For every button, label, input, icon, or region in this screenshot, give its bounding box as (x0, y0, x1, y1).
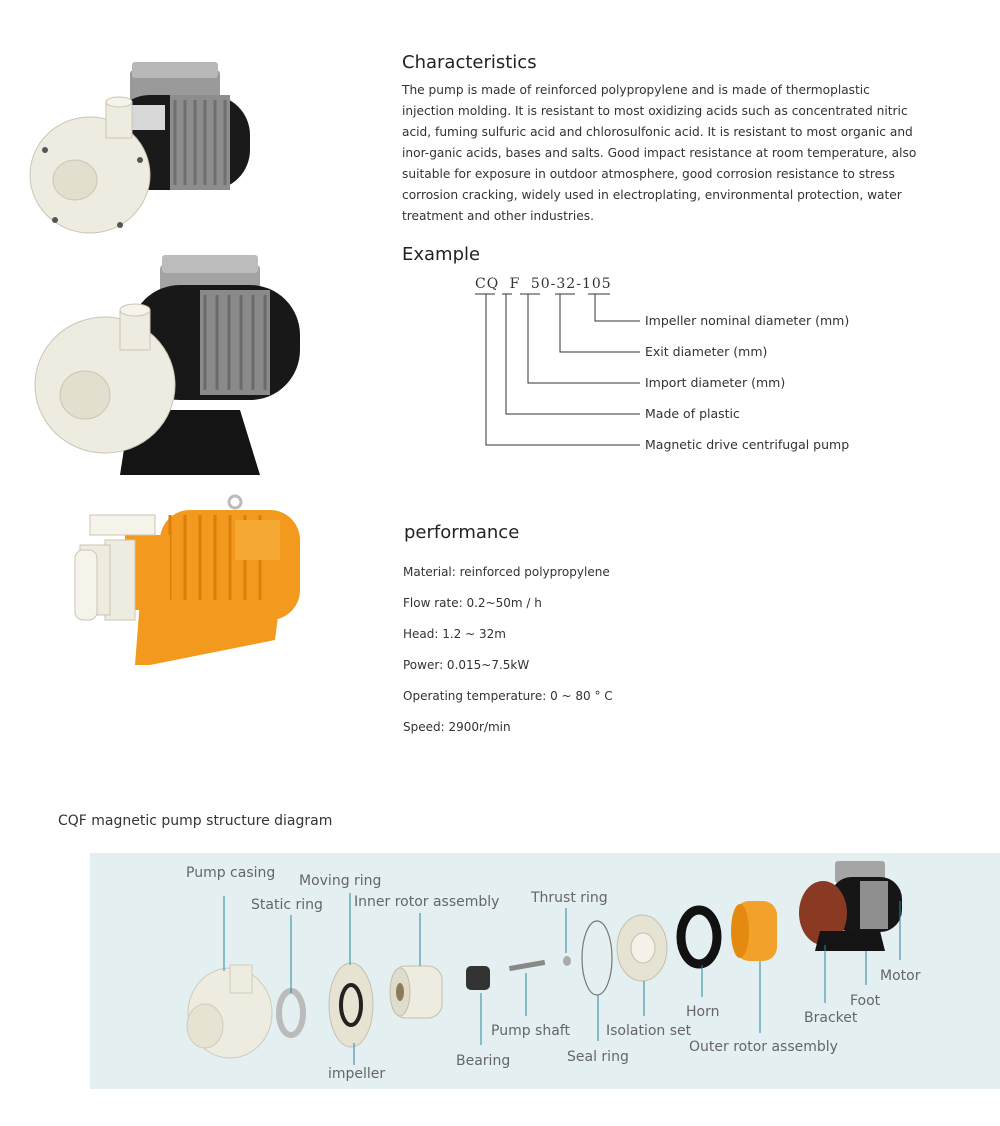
label-inner-rotor: Inner rotor assembly (354, 894, 500, 910)
label-static-ring: Static ring (251, 897, 323, 913)
perf-temperature: Operating temperature: 0 ~ 80 ° C (403, 689, 613, 703)
code-impeller: 105 (581, 276, 612, 292)
code-f: F (509, 276, 521, 292)
label-exit-diameter: Exit diameter (mm) (645, 344, 768, 359)
label-outer-rotor: Outer rotor assembly (689, 1039, 838, 1055)
example-title: Example (402, 244, 481, 265)
label-motor: Motor (880, 968, 921, 984)
characteristics-title: Characteristics (402, 52, 537, 73)
label-moving-ring: Moving ring (299, 873, 382, 889)
code-leader-lines (470, 290, 650, 450)
label-horn: Horn (686, 1004, 720, 1020)
perf-power: Power: 0.015~7.5kW (403, 658, 530, 672)
label-import-diameter: Import diameter (mm) (645, 375, 786, 390)
performance-title: performance (404, 522, 520, 543)
perf-speed: Speed: 2900r/min (403, 720, 511, 734)
diagram-parts (90, 853, 1000, 1089)
code-exit: 32 (556, 276, 577, 292)
label-bracket: Bracket (804, 1010, 858, 1026)
label-thrust-ring: Thrust ring (531, 890, 608, 906)
code-dash: - (576, 276, 582, 292)
label-pump-casing: Pump casing (186, 865, 276, 881)
structure-diagram (90, 853, 1000, 1089)
label-magnetic-pump: Magnetic drive centrifugal pump (645, 437, 850, 452)
label-foot: Foot (850, 993, 881, 1009)
motor-assembly (799, 861, 902, 951)
perf-flow-rate: Flow rate: 0.2~50m / h (403, 596, 542, 610)
characteristics-text: The pump is made of reinforced polypropylene and is made of thermoplastic injection molding. It is resistant to most oxidizing acids such as concentrated nitric acid, fuming sulfuric acid and chlorosulfonic acid. It is resistant to most organic and inor-ganic acids, bases and salts. Good impact resistance at room temperature, also suitable for exposure in outdoor atmosphere, good corrosion resistance to stress corrosion cracking, widely used in electroplating, environmental protection, water treatment and other industries. (402, 83, 917, 223)
label-impeller-diameter: Impeller nominal diameter (mm) (645, 313, 850, 328)
perf-head: Head: 1.2 ~ 32m (403, 627, 506, 641)
label-seal-ring: Seal ring (567, 1049, 629, 1065)
code-cq: CQ (475, 276, 500, 292)
perf-material: Material: reinforced polypropylene (403, 565, 610, 579)
pump-photo-1 (20, 40, 280, 240)
label-bearing: Bearing (456, 1053, 511, 1069)
label-impeller: impeller (328, 1066, 386, 1082)
label-pump-shaft: Pump shaft (491, 1023, 570, 1039)
label-made-of-plastic: Made of plastic (645, 406, 740, 421)
label-isolation-set: Isolation set (606, 1023, 692, 1039)
pump-casing-part (187, 965, 272, 1058)
pump-photo-3 (20, 490, 330, 675)
code-import: 50 (530, 276, 551, 292)
code-dash: - (550, 276, 557, 292)
structure-title: CQF magnetic pump structure diagram (58, 813, 333, 829)
pump-photo-2 (20, 245, 310, 480)
